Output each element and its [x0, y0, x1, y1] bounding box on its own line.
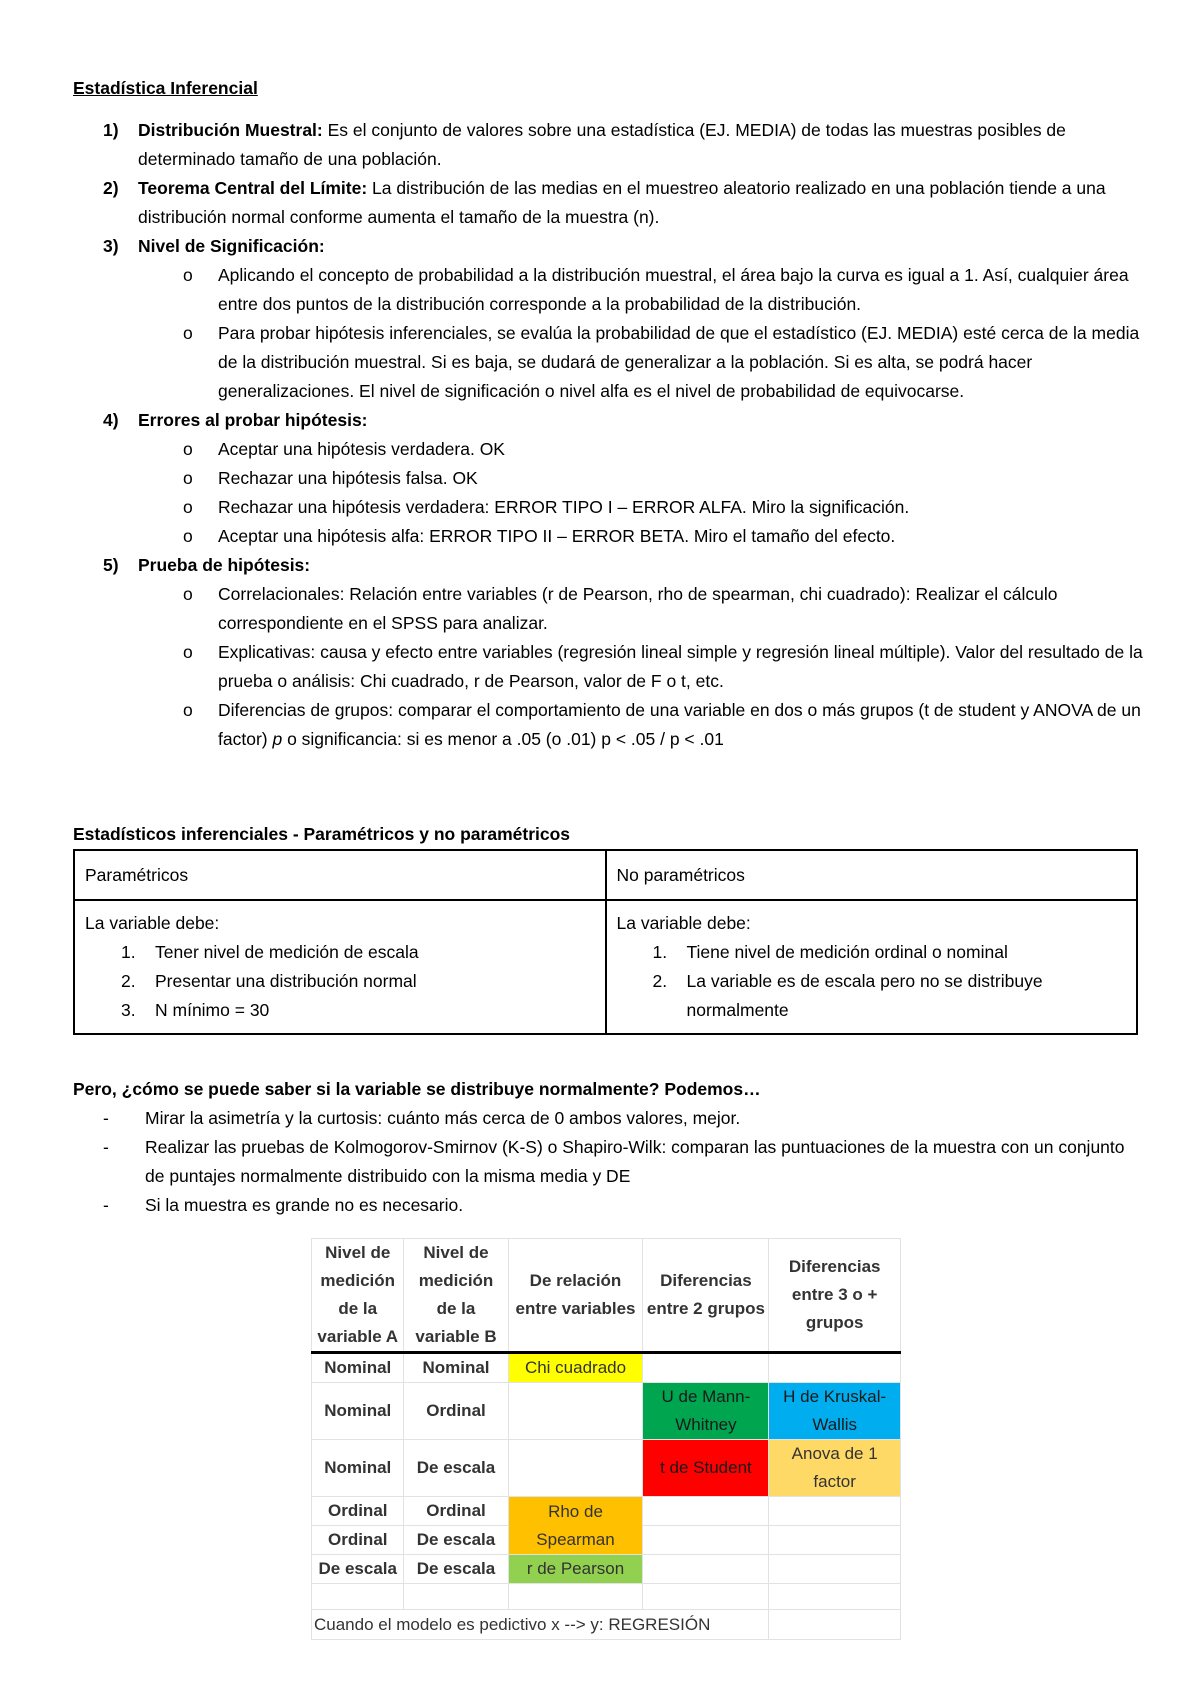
table-row	[312, 1383, 901, 1440]
level-a: Nominal	[312, 1383, 404, 1440]
parametric-cell	[74, 900, 606, 1034]
level-a: Nominal	[312, 1353, 404, 1383]
sub-item	[138, 464, 1143, 493]
item-number: 5)	[103, 555, 119, 575]
term: Teorema Central del Límite:	[138, 178, 368, 198]
term: Distribución Muestral:	[138, 120, 323, 140]
list-item	[73, 116, 1143, 174]
list-item	[73, 174, 1143, 232]
bullet: o	[183, 700, 193, 720]
bullet: o	[183, 468, 193, 488]
level-b: De escala	[404, 1555, 508, 1584]
header-diff-2-groups: Diferencias entre 2 grupos	[643, 1239, 769, 1353]
requirements-list	[85, 938, 595, 1025]
bullet: o	[183, 439, 193, 459]
bullet: o	[183, 497, 193, 517]
term: Nivel de Significación:	[138, 236, 325, 256]
item-text: La variable es de escala pero no se distribuye normalmente	[686, 971, 1043, 1020]
test-mann-whitney: U de Mann-Whitney	[643, 1383, 769, 1440]
requirements-list	[617, 938, 1127, 1025]
list-item	[73, 1133, 1143, 1191]
section-heading: Estadísticos inferenciales - Paramétricos y no paramétricos	[73, 824, 571, 844]
test-anova: Anova de 1 factor	[769, 1440, 901, 1497]
test-rho-spearman: Rho de Spearman	[508, 1497, 643, 1555]
header-variable-b: Nivel de medición de la variable B	[404, 1239, 508, 1353]
footer-row	[312, 1610, 901, 1640]
sub-list	[138, 261, 1143, 406]
level-b: Ordinal	[404, 1497, 508, 1526]
empty-cell	[404, 1584, 508, 1610]
empty-cell	[643, 1555, 769, 1584]
bullet: o	[183, 584, 193, 604]
item-text: Realizar las pruebas de Kolmogorov-Smirnov (K-S) o Shapiro-Wilk: comparan las puntuaciones de la muestra con un conjunto de puntajes normalmente distribuido con la misma media y DE	[145, 1137, 1125, 1186]
header-variable-a: Nivel de medición de la variable A	[312, 1239, 404, 1353]
table-header-row	[74, 850, 1137, 900]
empty-cell	[769, 1555, 901, 1584]
dash-bullet: -	[103, 1195, 109, 1215]
item-number: 3.	[121, 1000, 136, 1020]
sub-item	[138, 435, 1143, 464]
item-text: Mirar la asimetría y la curtosis: cuánto más cerca de 0 ambos valores, mejor.	[145, 1108, 741, 1128]
list-item	[617, 967, 1127, 1025]
sub-item-text: o significancia: si es menor a .05 (o .01) p < .05 / p < .01	[282, 729, 724, 749]
item-number: 3)	[103, 236, 119, 256]
sub-item-text: Diferencias de grupos: comparar el comportamiento de una variable en dos o más grupos (t de student y ANOVA de un factor)	[218, 700, 1141, 749]
item-number: 2.	[652, 971, 668, 991]
dash-bullet: -	[103, 1108, 109, 1128]
col-nonparametric-header: No paramétricos	[606, 850, 1138, 900]
list-item	[85, 938, 595, 967]
level-b: De escala	[404, 1440, 508, 1497]
test-r-pearson: r de Pearson	[508, 1555, 643, 1584]
item-text: Tener nivel de medición de escala	[155, 942, 419, 962]
sub-item-text: Rechazar una hipótesis verdadera: ERROR TIPO I – ERROR ALFA. Miro la significación.	[218, 497, 910, 517]
normality-question: Pero, ¿cómo se puede saber si la variable se distribuye normalmente? Podemos…	[73, 1079, 761, 1099]
level-b: Nominal	[404, 1353, 508, 1383]
sub-item	[138, 580, 1143, 638]
sub-item-text: Rechazar una hipótesis falsa. OK	[218, 468, 478, 488]
list-item	[73, 1191, 1143, 1220]
table-row	[312, 1555, 901, 1584]
sub-item-text: Para probar hipótesis inferenciales, se evalúa la probabilidad de que el estadístico (EJ. MEDIA) esté cerca de la media de la distribución muestral. Si es baja, se dudará de generalizar a la población. Si es alta, se podrá hacer generalizaciones. El nivel de significación o nivel alfa es el nivel de probabilidad de equivocarse.	[218, 323, 1140, 401]
list-item	[85, 967, 595, 996]
definition: Es el conjunto de valores sobre una estadística (EJ. MEDIA) de todas las muestras posibles de determinado tamaño de una población.	[138, 120, 1066, 169]
cell-intro: La variable debe:	[616, 913, 751, 933]
sub-item	[138, 522, 1143, 551]
definition: La distribución de las medias en el muestreo aleatorio realizado en una población tiende a una distribución normal conforme aumenta el tamaño de la muestra (n).	[138, 178, 1106, 227]
list-item	[85, 996, 595, 1025]
empty-cell	[643, 1584, 769, 1610]
sub-item	[138, 638, 1143, 696]
empty-cell	[508, 1383, 643, 1440]
p-symbol: p	[272, 729, 283, 749]
bullet: o	[183, 323, 193, 343]
sub-item	[138, 493, 1143, 522]
list-item	[73, 551, 1143, 754]
empty-cell	[508, 1440, 643, 1497]
concept-list	[73, 116, 1143, 754]
empty-cell	[643, 1497, 769, 1526]
list-item	[73, 406, 1143, 551]
table-header-row	[312, 1239, 901, 1353]
table-row	[74, 900, 1137, 1034]
regression-note: Cuando el modelo es pedictivo x --> y: REGRESIÓN	[312, 1610, 769, 1640]
sub-item-text: Aceptar una hipótesis alfa: ERROR TIPO II – ERROR BETA. Miro el tamaño del efecto.	[218, 526, 896, 546]
parametric-table	[73, 849, 1138, 1035]
empty-cell	[769, 1353, 901, 1383]
item-text: Si la muestra es grande no es necesario.	[145, 1195, 464, 1215]
sub-item-text: Aceptar una hipótesis verdadera. OK	[218, 439, 505, 459]
document-title: Estadística Inferencial	[73, 78, 258, 98]
item-text: N mínimo = 30	[155, 1000, 270, 1020]
level-b: De escala	[404, 1526, 508, 1555]
header-diff-3-groups: Diferencias entre 3 o + grupos	[769, 1239, 901, 1353]
sub-list	[138, 580, 1143, 754]
item-number: 4)	[103, 410, 119, 430]
item-number: 1.	[121, 942, 136, 962]
item-number: 1)	[103, 120, 119, 140]
item-number: 2)	[103, 178, 119, 198]
statistical-tests-table	[311, 1238, 901, 1640]
col-parametric-header: Paramétricos	[74, 850, 606, 900]
level-a: Nominal	[312, 1440, 404, 1497]
spacer-row	[312, 1584, 901, 1610]
item-number: 1.	[652, 942, 668, 962]
empty-cell	[643, 1353, 769, 1383]
list-item	[73, 1104, 1143, 1133]
table-row	[312, 1497, 901, 1526]
dash-bullet: -	[103, 1137, 109, 1157]
sub-item-text: Correlacionales: Relación entre variables (r de Pearson, rho de spearman, chi cuadrado): Realizar el cálculo correspondiente en el SPSS para analizar.	[218, 584, 1058, 633]
item-text: Tiene nivel de medición ordinal o nominal	[686, 942, 1008, 962]
table-row	[312, 1440, 901, 1497]
level-a: Ordinal	[312, 1526, 404, 1555]
nonparametric-cell	[606, 900, 1138, 1034]
sub-list	[138, 435, 1143, 551]
sub-item	[138, 319, 1143, 406]
item-text: Presentar una distribución normal	[155, 971, 417, 991]
level-b: Ordinal	[404, 1383, 508, 1440]
list-item	[617, 938, 1127, 967]
empty-cell	[769, 1497, 901, 1526]
term: Errores al probar hipótesis:	[138, 410, 368, 430]
empty-cell	[508, 1584, 643, 1610]
table-row	[312, 1353, 901, 1383]
bullet: o	[183, 265, 193, 285]
empty-cell	[769, 1526, 901, 1555]
empty-cell	[769, 1584, 901, 1610]
empty-cell	[643, 1526, 769, 1555]
normality-methods-list	[73, 1104, 1143, 1220]
bullet: o	[183, 642, 193, 662]
level-a: Ordinal	[312, 1497, 404, 1526]
empty-cell	[769, 1610, 901, 1640]
sub-item-text: Aplicando el concepto de probabilidad a la distribución muestral, el área bajo la curva es igual a 1. Así, cualquier área entre dos puntos de la distribución corresponde a la probabilidad de la distribución.	[218, 265, 1129, 314]
test-chi-cuadrado: Chi cuadrado	[508, 1353, 643, 1383]
sub-item	[138, 696, 1143, 754]
term: Prueba de hipótesis:	[138, 555, 311, 575]
level-a: De escala	[312, 1555, 404, 1584]
list-item	[73, 232, 1143, 406]
bullet: o	[183, 526, 193, 546]
item-number: 2.	[121, 971, 136, 991]
header-relation: De relación entre variables	[508, 1239, 643, 1353]
empty-cell	[312, 1584, 404, 1610]
test-kruskal-wallis: H de Kruskal-Wallis	[769, 1383, 901, 1440]
test-t-student: t de Student	[643, 1440, 769, 1497]
sub-item-text: Explicativas: causa y efecto entre variables (regresión lineal simple y regresión lineal múltiple). Valor del resultado de la prueba o análisis: Chi cuadrado, r de Pearson, valor de F o t, etc.	[218, 642, 1143, 691]
cell-intro: La variable debe:	[85, 913, 220, 933]
sub-item	[138, 261, 1143, 319]
